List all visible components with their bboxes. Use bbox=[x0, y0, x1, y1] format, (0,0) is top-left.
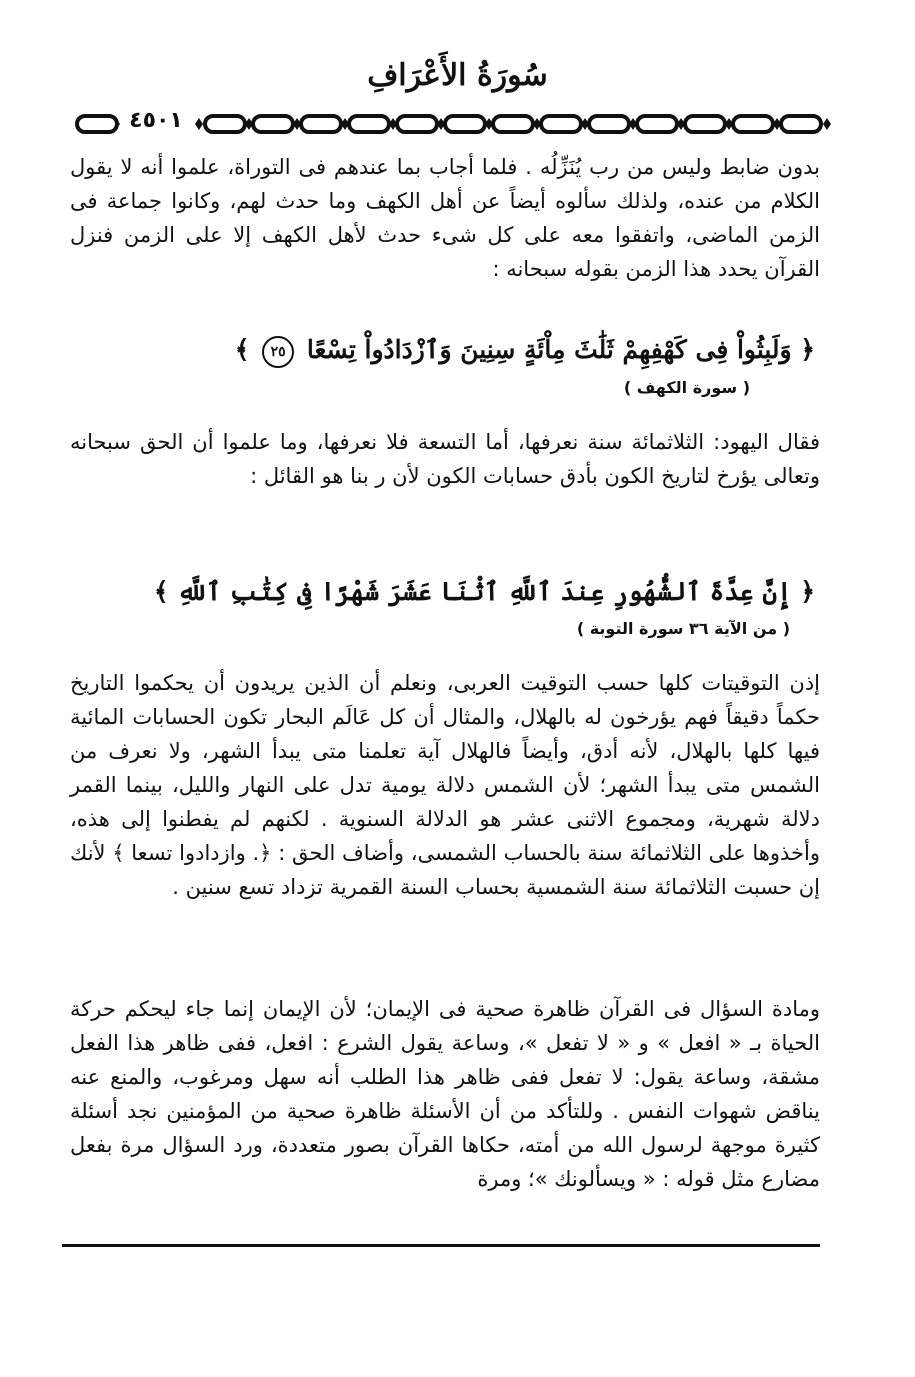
paragraph-1: بدون ضابط وليس من رب يُنَزِّلُه . فلما أجاب بما عندهم فى التوراة، علموا أنه لا يقول الكلام من عنده، ولذلك سألوه أيضاً عن أهل الكهف وما حدث لهم، وكانوا جماعة فى الزمن الماضى، واتفقوا معه على كل شىء حدث لأهل الكهف إلا على الزمن فنزل القرآن يحدد هذا الزمن بقوله سبحانه : bbox=[70, 155, 820, 281]
quran-verse-tawba bbox=[70, 572, 815, 612]
paragraph-4: ومادة السؤال فى القرآن ظاهرة صحية فى الإيمان؛ لأن الإيمان إنما جاء ليحكم حركة الحياة بـ « افعل » و « لا تفعل »، وساعة يقول الشرع : افعل، ففى ظاهر هذا الفعل مشقة، وساعة يقول: لا تفعل ففى ظاهر هذا الطلب أنه سهل ومرغوب، والمنع عنه يناقض شهوات النفس . وللتأكد من أن الأسئلة ظاهرة صحية من المؤمنين نجد أسئلة كثيرة موجهة لرسول الله من أمته، حكاها القرآن بصور متعددة، ورد السؤال مرة بفعل مضارع مثل قوله : « ويسألونك »؛ ومرة bbox=[70, 997, 820, 1191]
verse-close-bracket: ﴾ bbox=[153, 577, 169, 606]
paragraph-2: فقال اليهود: الثلاثمائة سنة نعرفها، أما التسعة فلا نعرفها، وما علموا أن الحق سبحانه وتعالى يؤرخ لتاريخ الكون بأدق حسابات الكون لأن ر بنا هو القائل : bbox=[70, 430, 820, 488]
verse-reference-kahf: ( سورة الكهف ) bbox=[623, 378, 750, 397]
paragraph-3: إذن التوقيتات كلها حسب التوقيت العربى، ونعلم أن الذين يريدون أن يحكموا التاريخ حكماً دقيقاً فهم يؤرخون له بالهلال، والمثال أن كل عَالَم البحار تكون الحسابات المائية فيها كلها بالهلال، لأنه أدق، وأيضاً فالهلال آية تعلمنا متى يبدأ الشهر، ولا نعرف من الشمس متى يبدأ الشهر؛ لأن الشمس دلالة يومية تدل على النهار والليل، بينما القمر دلالة شهرية، ومجموع الاثنى عشر هو الدلالة السنوية . لكنهم لم يفطنوا إلى هذه، وأخذوها على الثلاثمائة سنة بالحساب الشمسى، وأضاف الحق : ﴿. وازدادوا تسعا ﴾ لأنك إن حسبت الثلاثمائة سنة الشمسية بحساب السنة القمرية تزداد تسع سنين . bbox=[70, 671, 820, 899]
verse-text: إِنَّ عِدَّةَ ٱلشُّهُورِ عِندَ ٱللَّهِ ٱثْنَا عَشَرَ شَهْرًا فِى كِتَٰبِ ٱللَّهِ bbox=[177, 577, 792, 606]
quran-verse-kahf bbox=[70, 330, 815, 370]
page-number: ٤٥٠١ bbox=[120, 104, 192, 138]
verse-number-badge: ٢٥ bbox=[262, 336, 294, 368]
verse-open-bracket: ﴿ bbox=[800, 335, 815, 364]
verse-text: وَلَبِثُواْ فِى كَهْفِهِمْ ثَلَٰثَ مِاْئَةٍ سِنِينَ وَٱزْدَادُواْ تِسْعًا bbox=[306, 335, 792, 364]
bottom-rule bbox=[62, 1244, 820, 1247]
surah-title: سُورَةُ الأَعْرَافِ bbox=[367, 58, 548, 93]
verse-reference-tawba: ( من الآية ٣٦ سورة التوبة ) bbox=[576, 619, 790, 638]
verse-close-bracket: ﴾ bbox=[234, 335, 250, 364]
verse-open-bracket: ﴿ bbox=[800, 577, 815, 606]
